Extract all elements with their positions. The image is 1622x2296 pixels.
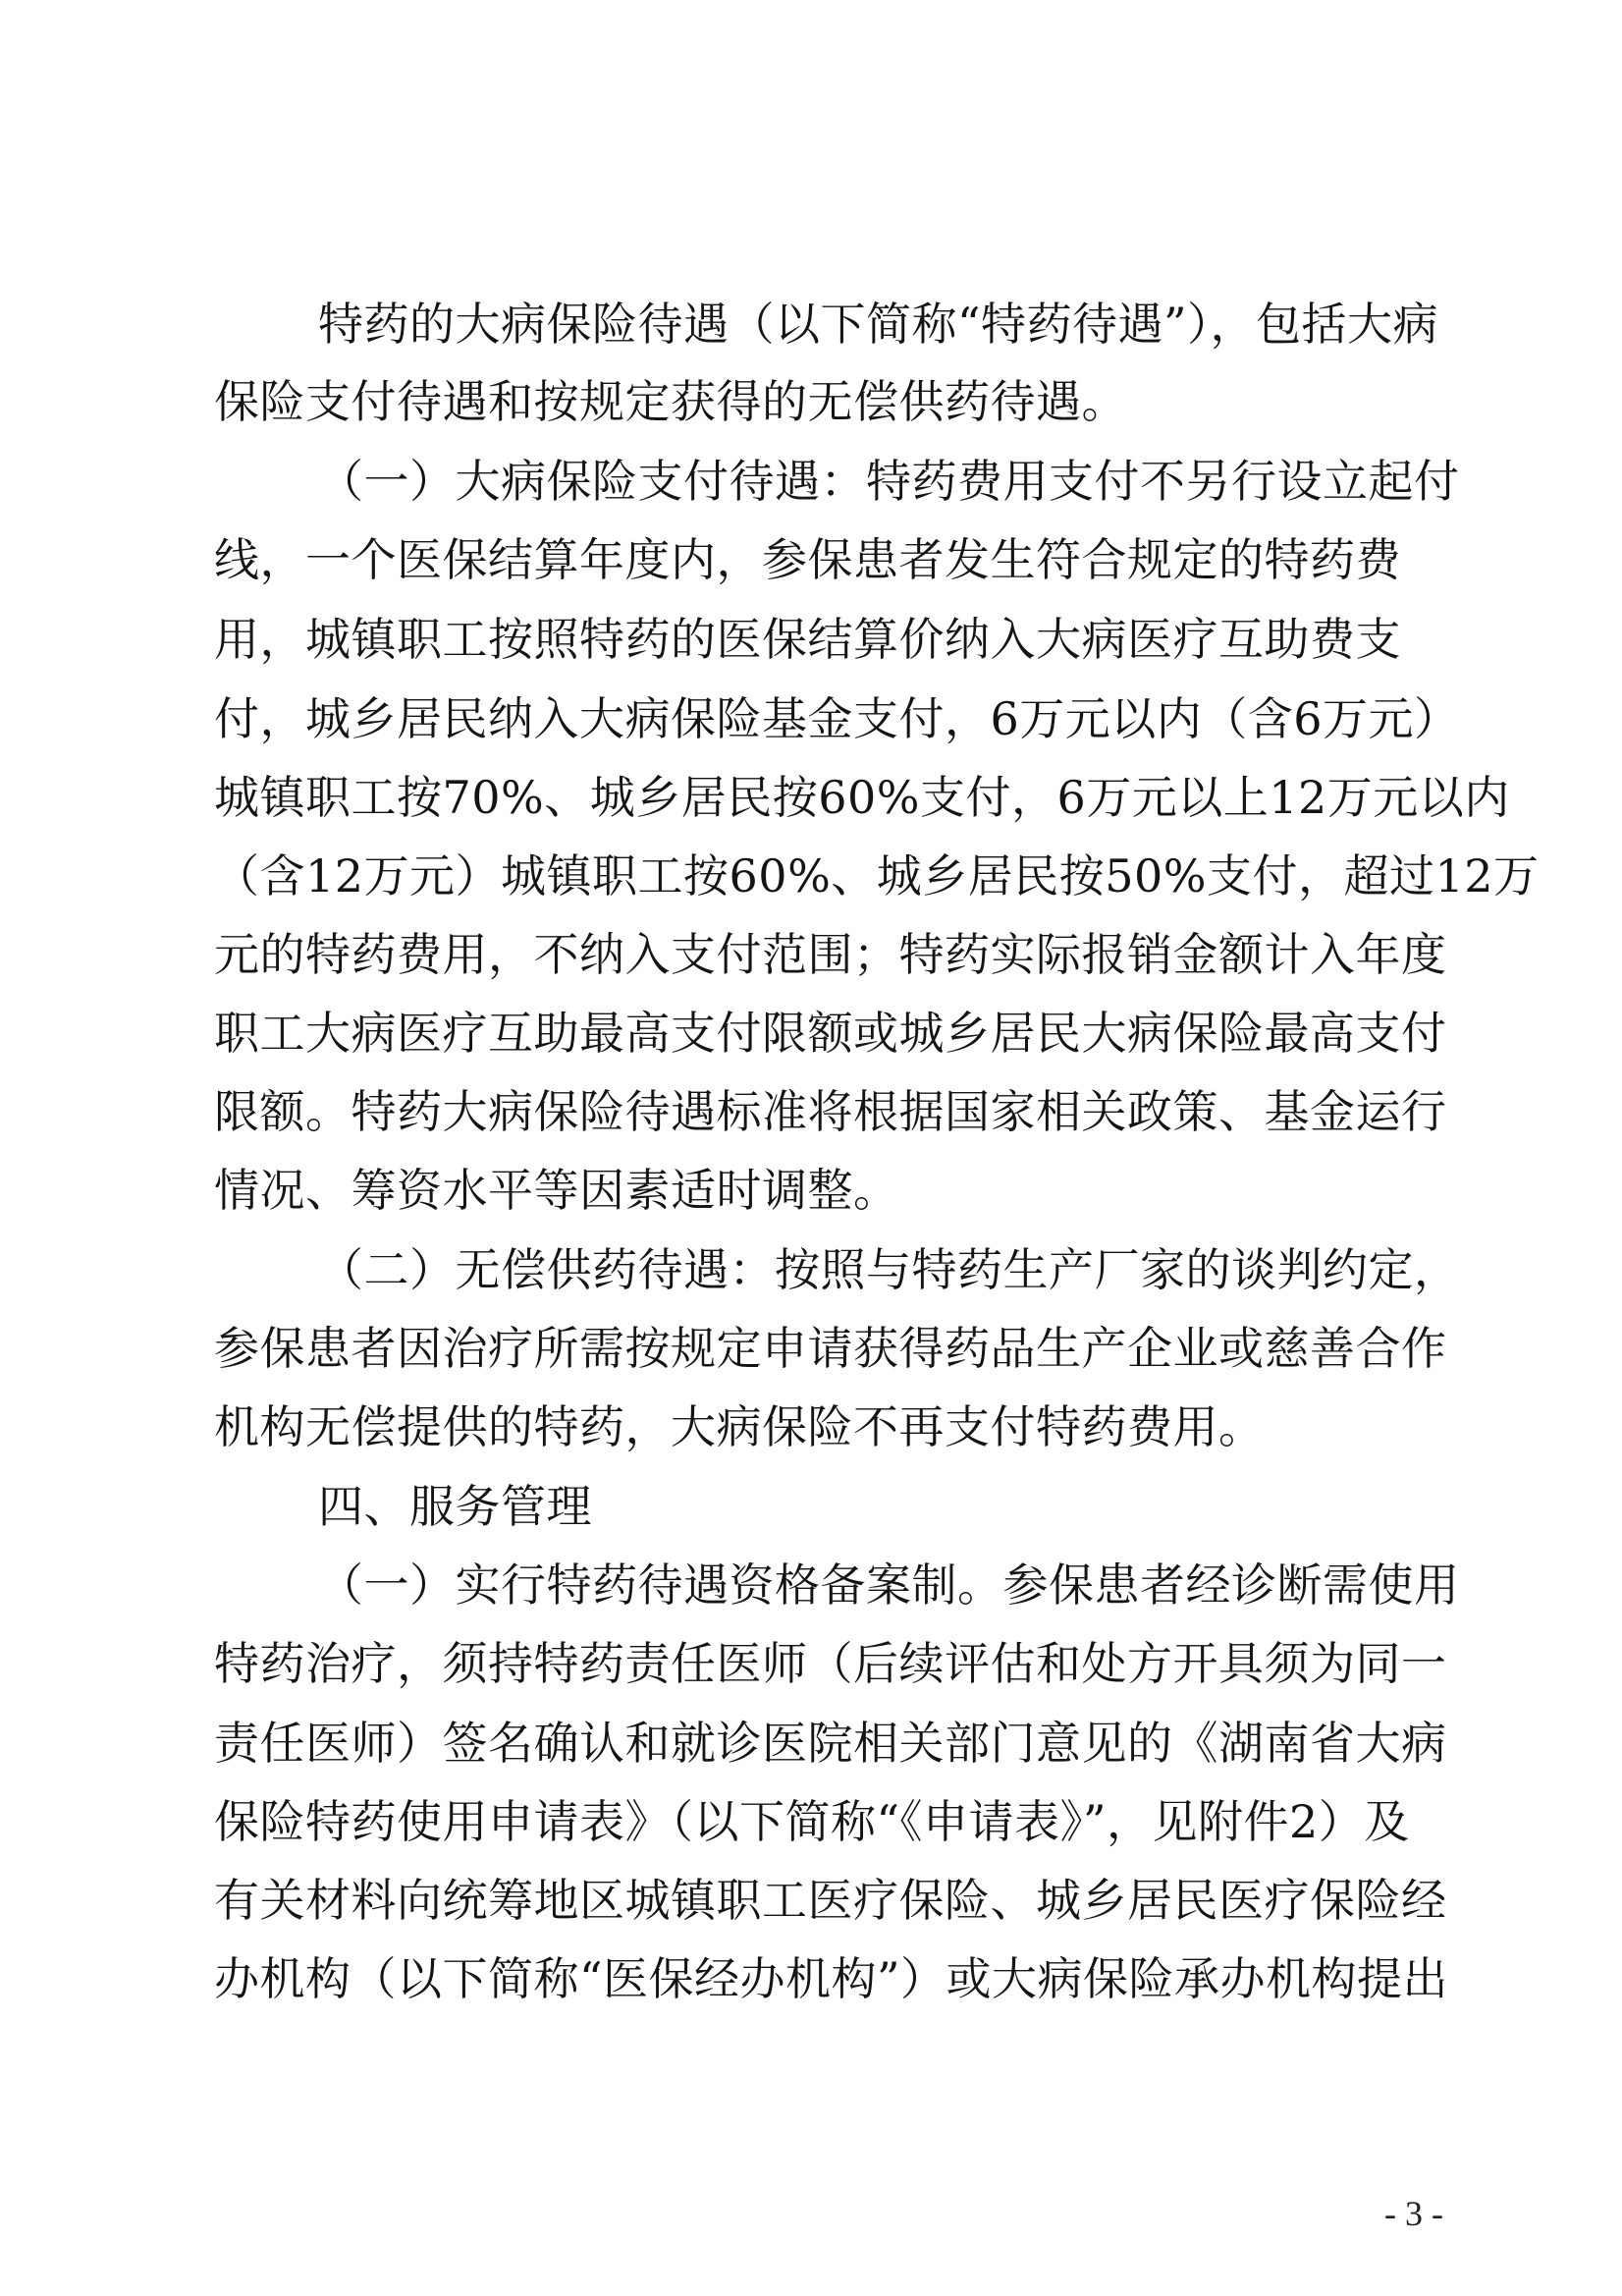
paragraph-4-line-3: 责任医师）签名确认和就诊医院相关部门意见的《湖南省大病 xyxy=(214,1717,1447,1770)
paragraph-4-line-2: 特药治疗，须持特药责任医师（后续评估和处方开具须为同一 xyxy=(214,1637,1447,1690)
paragraph-2-line-7: 元的特药费用，不纳入支付范围；特药实际报销金额计入年度 xyxy=(214,928,1447,981)
paragraph-2-line-8: 职工大病医疗互助最高支付限额或城乡居民大病保险最高支付 xyxy=(214,1007,1447,1060)
paragraph-2-line-1: （一）大病保险支付待遇：特药费用支付不另行设立起付 xyxy=(318,455,1460,508)
paragraph-4-line-6: 办机构（以下简称“医保经办机构”）或大病保险承办机构提出 xyxy=(214,1952,1449,2005)
paragraph-1-line-1: 特药的大病保险待遇（以下简称“特药待遇”），包括大病 xyxy=(318,298,1439,351)
paragraph-4-line-4: 保险特药使用申请表》（以下简称“《申请表》”，见附件2）及 xyxy=(214,1795,1410,1848)
paragraph-4-line-1: （一）实行特药待遇资格备案制。参保患者经诊断需使用 xyxy=(318,1558,1460,1612)
paragraph-4-line-5: 有关材料向统筹地区城镇职工医疗保险、城乡居民医疗保险经 xyxy=(214,1874,1447,1927)
section-heading-service-management: 四、服务管理 xyxy=(318,1480,592,1533)
paragraph-3-line-3: 机构无偿提供的特药，大病保险不再支付特药费用。 xyxy=(214,1400,1265,1453)
paragraph-2-line-5: 城镇职工按70%、城乡居民按60%支付，6万元以上12万元以内 xyxy=(214,771,1510,824)
paragraph-1-line-2: 保险支付待遇和按规定获得的无偿供药待遇。 xyxy=(214,375,1127,428)
paragraph-3-line-2: 参保患者因治疗所需按规定申请获得药品生产企业或慈善合作 xyxy=(214,1322,1447,1375)
paragraph-2-line-6: （含12万元）城镇职工按60%、城乡居民按50%支付，超过12万 xyxy=(214,849,1540,902)
paragraph-2-line-10: 情况、筹资水平等因素适时调整。 xyxy=(214,1164,899,1217)
page-number: - 3 - xyxy=(1384,2194,1443,2233)
paragraph-2-line-4: 付，城乡居民纳入大病保险基金支付，6万元以内（含6万元） xyxy=(214,692,1460,745)
paragraph-2-line-9: 限额。特药大病保险待遇标准将根据国家相关政策、基金运行 xyxy=(214,1085,1447,1138)
paragraph-2-line-3: 用，城镇职工按照特药的医保结算价纳入大病医疗互助费支 xyxy=(214,613,1401,666)
paragraph-2-line-2: 线，一个医保结算年度内，参保患者发生符合规定的特药费 xyxy=(214,533,1401,586)
paragraph-3-line-1: （二）无偿供药待遇：按照与特药生产厂家的谈判约定， xyxy=(318,1243,1460,1296)
